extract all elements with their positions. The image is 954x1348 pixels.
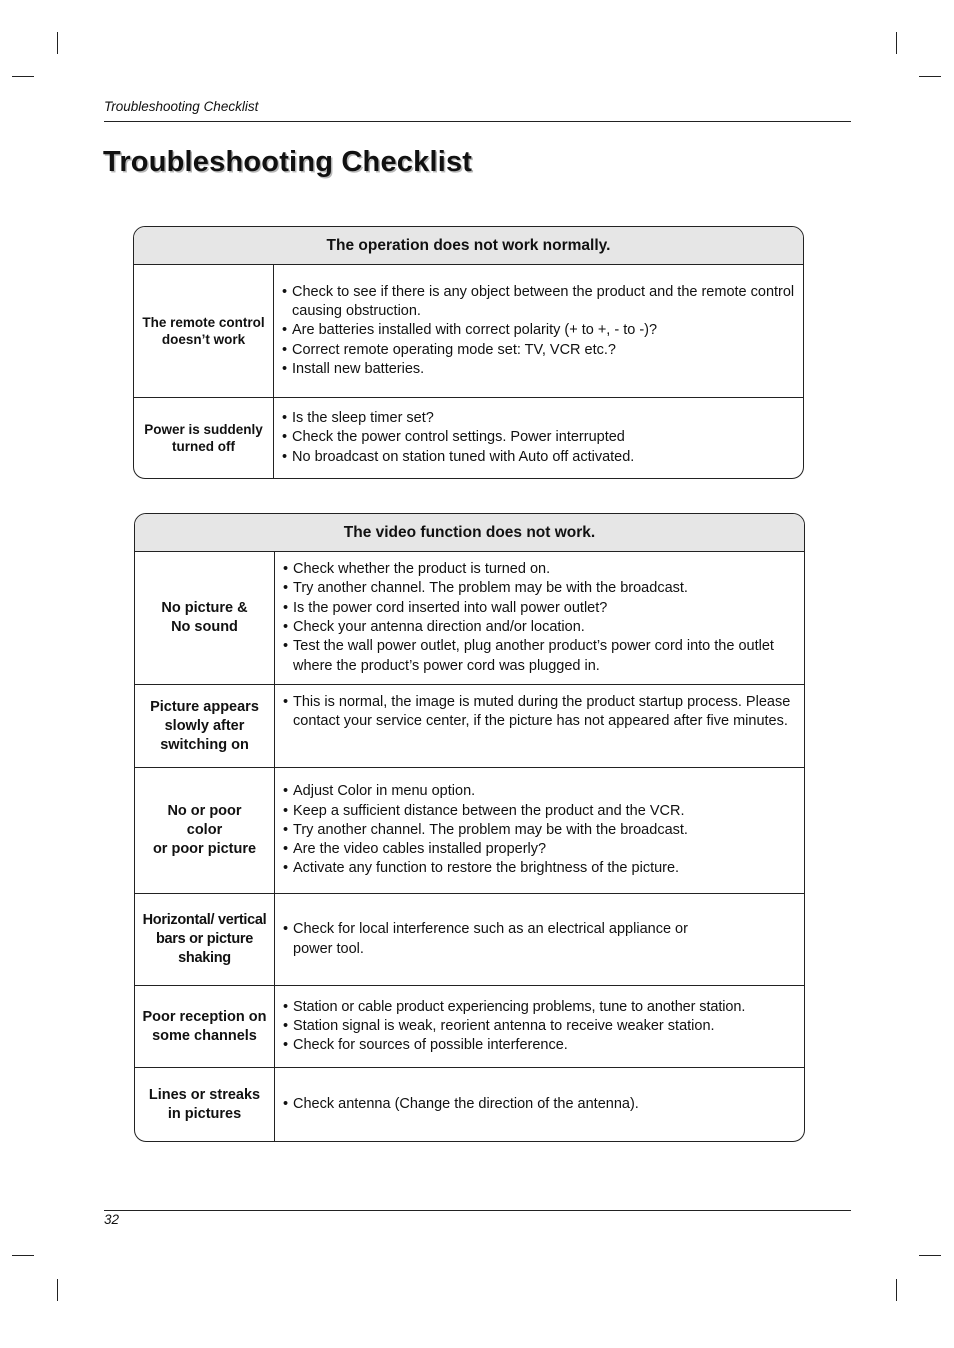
solution-item: • Adjust Color in menu option. — [283, 782, 800, 801]
solution-cell — [274, 265, 803, 397]
table-row — [135, 1068, 804, 1141]
page-number: 32 — [104, 1212, 120, 1227]
symptom-label: No picture & No sound — [135, 552, 275, 684]
operation-checklist-table — [133, 226, 804, 479]
solution-cell — [274, 398, 803, 478]
crop-mark — [896, 1279, 897, 1301]
symptom-label: The remote control doesn’t work — [134, 265, 274, 397]
solution-item: • Are the video cables installed properly? — [283, 840, 800, 859]
solution-item: • Check for local interference such as an electrical appliance or power tool. — [283, 920, 800, 959]
solution-item: • Are batteries installed with correct polarity (+ to +, - to -)? — [282, 321, 799, 340]
solution-cell — [275, 1068, 804, 1141]
crop-mark — [12, 76, 34, 77]
solution-cell — [275, 986, 804, 1067]
solution-item: • Station or cable product experiencing problems, tune to another station. — [283, 998, 804, 1017]
solution-item: • Activate any function to restore the brightness of the picture. — [283, 859, 800, 878]
crop-mark — [57, 1279, 58, 1301]
solution-item: • Check antenna (Change the direction of the antenna). — [283, 1095, 800, 1114]
running-head: Troubleshooting Checklist — [104, 99, 259, 114]
header-rule — [104, 121, 851, 122]
solution-cell — [275, 552, 804, 684]
solution-item: • Try another channel. The problem may be with the broadcast. — [283, 821, 800, 840]
symptom-label: Power is suddenly turned off — [134, 398, 274, 478]
solution-item: • Is the sleep timer set? — [282, 409, 799, 428]
solution-item: • Try another channel. The problem may be with the broadcast. — [283, 579, 800, 598]
symptom-label: Picture appears slowly after switching on — [135, 685, 275, 767]
solution-item: • Check whether the product is turned on. — [283, 560, 800, 579]
table-row — [135, 894, 804, 986]
table-row — [135, 552, 804, 685]
crop-mark — [12, 1255, 34, 1256]
solution-item: • Test the wall power outlet, plug another product’s power cord into the outlet where the product’s power cord was plugged in. — [283, 637, 800, 676]
table-row — [135, 768, 804, 894]
table-row — [135, 685, 804, 768]
solution-item: • Is the power cord inserted into wall power outlet? — [283, 599, 800, 618]
solution-item: • Keep a sufficient distance between the product and the VCR. — [283, 802, 800, 821]
section-heading: The operation does not work normally. — [134, 227, 803, 265]
solution-cell — [275, 685, 804, 767]
crop-mark — [919, 76, 941, 77]
solution-item: • Check the power control settings. Power interrupted — [282, 428, 799, 447]
footer-rule — [104, 1210, 851, 1211]
symptom-label: Horizontal/ vertical bars or picture shaking — [135, 894, 275, 985]
crop-mark — [919, 1255, 941, 1256]
page-title: Troubleshooting Checklist — [103, 146, 473, 178]
solution-item: • Station signal is weak, reorient antenna to receive weaker station. — [283, 1017, 804, 1036]
solution-item: • Install new batteries. — [282, 360, 799, 379]
symptom-label: Poor reception on some channels — [135, 986, 275, 1067]
solution-item: • Check your antenna direction and/or location. — [283, 618, 800, 637]
table-row — [135, 986, 804, 1068]
solution-cell — [275, 768, 804, 893]
solution-item: • Correct remote operating mode set: TV, VCR etc.? — [282, 341, 799, 360]
crop-mark — [896, 32, 897, 54]
video-checklist-table — [134, 513, 805, 1142]
solution-cell — [275, 894, 804, 985]
symptom-label: No or poor color or poor picture — [135, 768, 275, 893]
solution-item: • No broadcast on station tuned with Auto off activated. — [282, 448, 799, 467]
solution-item: • This is normal, the image is muted during the product startup process. Please contact your service center, if the picture has not appeared after five minutes. — [283, 693, 800, 732]
table-row — [134, 265, 803, 398]
solution-item: • Check to see if there is any object between the product and the remote control causing obstruction. — [282, 283, 799, 322]
solution-item: • Check for sources of possible interference. — [283, 1036, 804, 1055]
crop-mark — [57, 32, 58, 54]
table-row — [134, 398, 803, 478]
symptom-label: Lines or streaks in pictures — [135, 1068, 275, 1141]
section-heading: The video function does not work. — [135, 514, 804, 552]
